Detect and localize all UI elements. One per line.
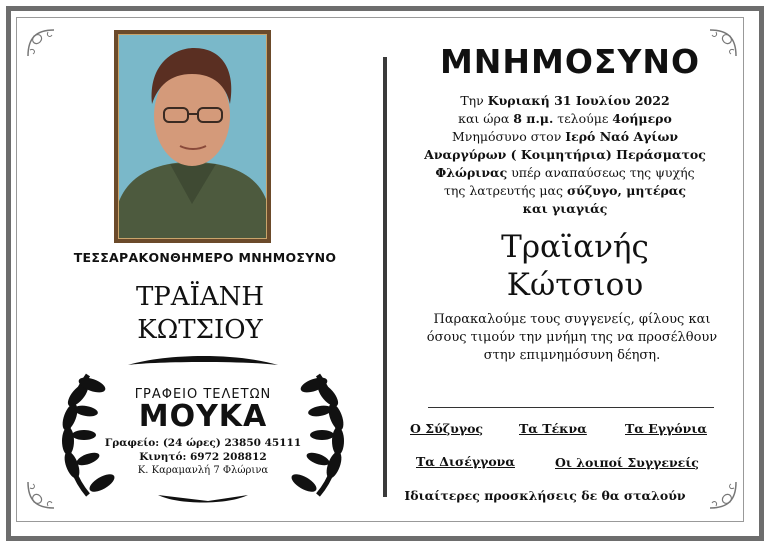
corner-ornament-icon (24, 476, 60, 512)
horizontal-divider (428, 407, 714, 408)
family-relatives: Οι λοιποί Συγγενείς (555, 455, 699, 470)
announce-text: τελούμε (553, 111, 613, 126)
funeral-home-brand: ΜΟΥΚΑ (138, 399, 268, 434)
page-heading: ΜΝΗΜΟΣΥΝΟ (439, 42, 701, 81)
invitations-note: Ιδιαίτερες προσκλήσεις δε θα σταλούν (404, 488, 686, 503)
announce-type: 4οήμερο (612, 111, 672, 126)
family-great-grandchildren: Τα Δισέγγονα (416, 454, 515, 469)
funeral-home-mobile: Κινητό: 6972 208812 (139, 451, 267, 463)
announce-text: υπέρ αναπαύσεως της ψυχής (507, 165, 695, 180)
announce-date: Κυριακή 31 Ιουλίου 2022 (487, 93, 670, 108)
portrait-photo (114, 30, 271, 243)
announcement-text (392, 92, 738, 218)
announce-relation: και γιαγιάς (522, 201, 608, 216)
corner-ornament-icon (704, 476, 740, 512)
announce-church: Αναργύρων ( Κοιμητήρια) Περάσματος (424, 147, 706, 162)
announce-text: της λατρευτής μας (443, 183, 567, 198)
corner-ornament-icon (24, 26, 60, 62)
announce-text: Μνημόσυνο στον (451, 129, 566, 144)
name-line-1: ΤΡΑΪΑΝΗ (135, 282, 265, 312)
name-line-2: Κώτσιου (506, 267, 644, 303)
announce-text: Την (460, 93, 488, 108)
vertical-divider (383, 57, 387, 497)
deceased-name-caps (70, 281, 330, 347)
name-line-2: ΚΩΤΣΙΟΥ (137, 315, 263, 345)
funeral-home-office-phone: Γραφείο: (24 ώρες) 23850 45111 (104, 437, 302, 449)
announce-city: Φλώρινας (435, 165, 508, 180)
invitation-request: Παρακαλούμε τους συγγενείς, φίλους και όσους τιμούν την μνήμη της να προσέλθουν στην επιμνημόσυνη δέηση. (426, 312, 718, 363)
family-grandchildren: Τα Εγγόνια (625, 421, 707, 436)
funeral-home-title: ΓΡΑΦΕΙΟ ΤΕΛΕΤΩΝ (134, 387, 272, 402)
funeral-home-address: Κ. Καραμανλή 7 Φλώρινα (137, 465, 269, 476)
announce-relation: σύζυγο, μητέρας (566, 183, 687, 198)
funeral-home-block (58, 355, 348, 505)
announce-church: Ιερό Ναό Αγίων (565, 129, 679, 144)
family-children: Τα Τέκνα (519, 421, 587, 436)
deceased-name (410, 228, 740, 304)
family-spouse: Ο Σύζυγος (410, 421, 484, 436)
name-line-1: Τραϊανής (501, 229, 649, 265)
announce-text: και ώρα (458, 111, 514, 126)
memorial-subtitle: ΤΕΣΣΑΡΑΚΟΝΘΗΜΕΡΟ ΜΝΗΜΟΣΥΝΟ (73, 250, 337, 265)
announce-time: 8 π.μ. (513, 111, 554, 126)
